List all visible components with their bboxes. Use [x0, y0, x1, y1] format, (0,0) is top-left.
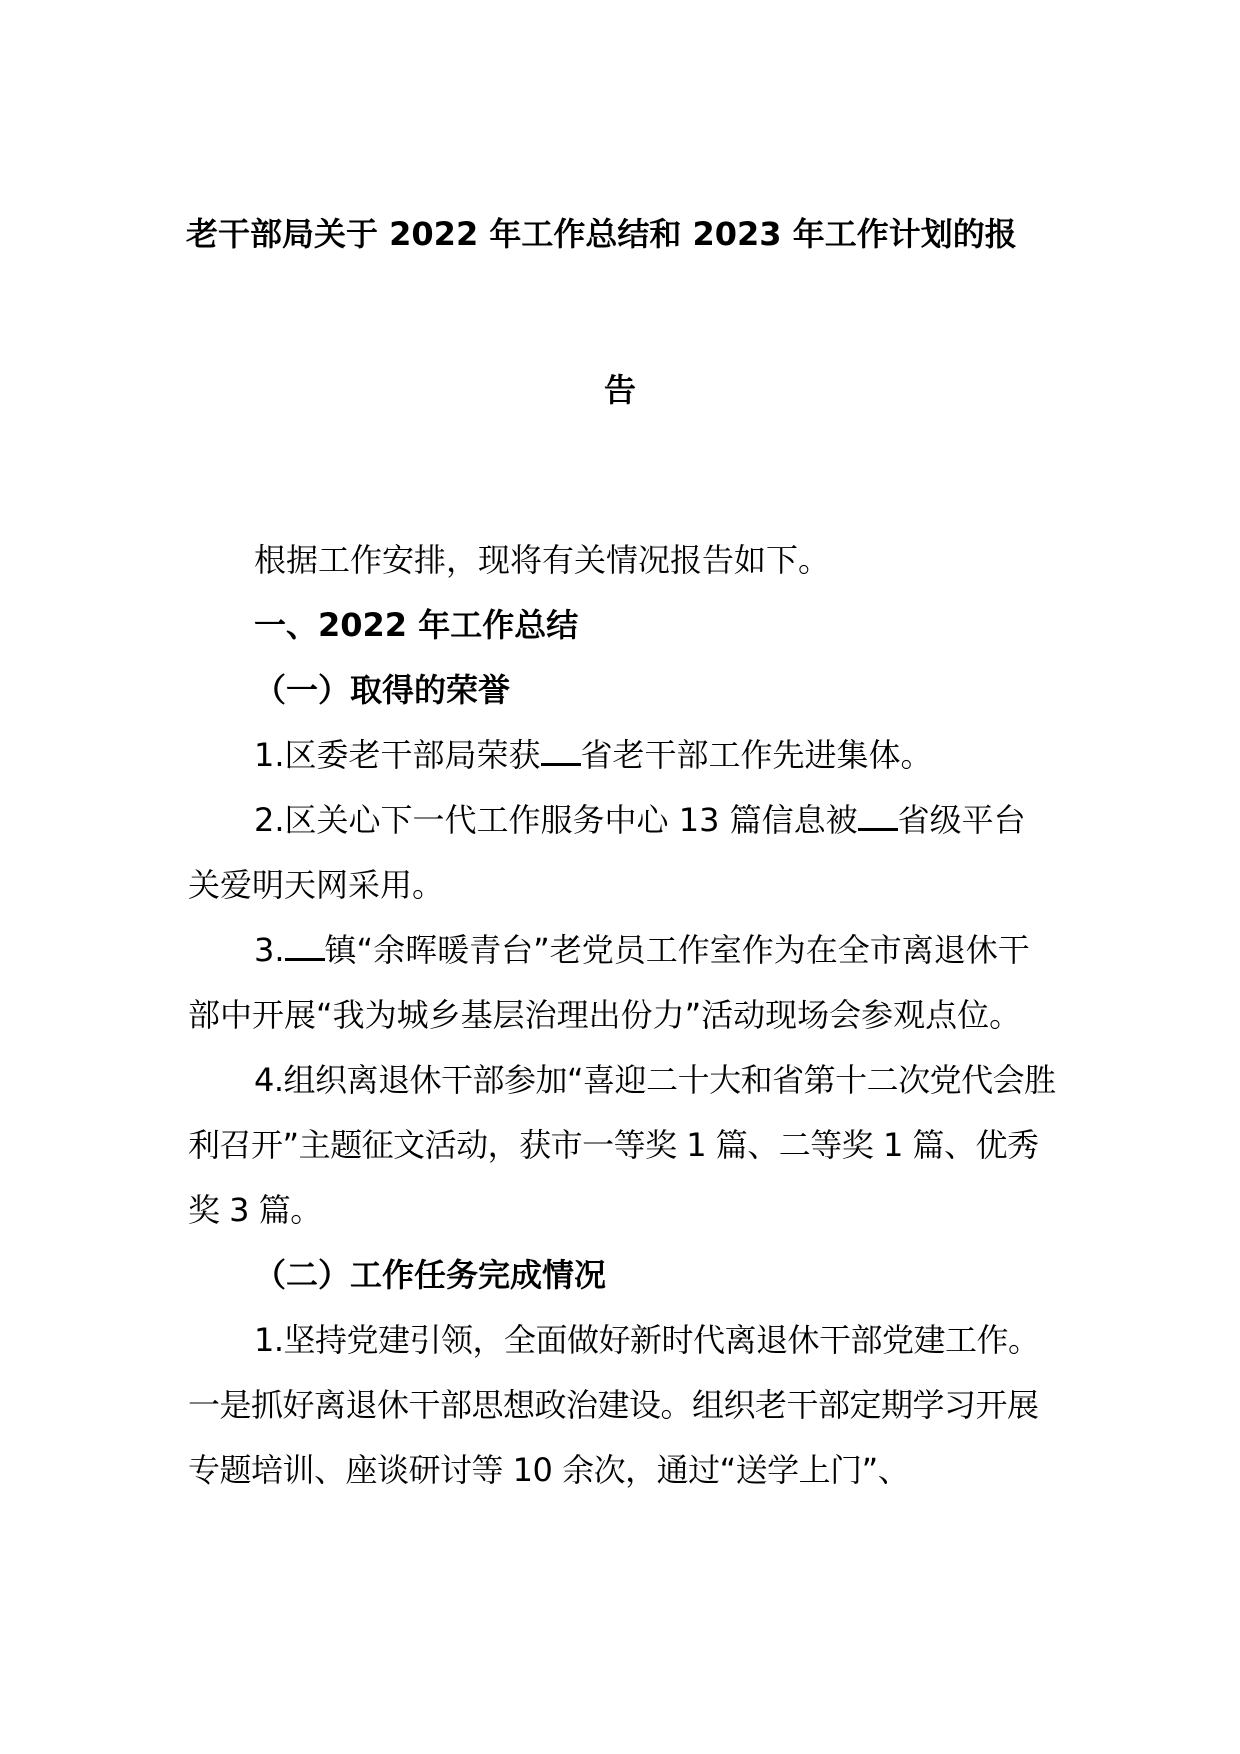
honor-item-3-text-b: 镇“余晖暖青台”老党员工作室作为在全市离退休干部中开展“我为城乡基层治理出份力”活动现场会参观点位。 — [188, 931, 1030, 1034]
blank-underline — [285, 934, 325, 961]
honor-item-3 — [188, 918, 1056, 1048]
honor-item-1 — [188, 723, 1056, 788]
honor-item-2-text-b: 省级平台关爱明天网采用。 — [188, 801, 1026, 904]
honor-item-2-text-a: 2.区关心下一代工作服务中心 13 篇信息被 — [254, 801, 858, 839]
honor-item-2 — [188, 788, 1056, 918]
blank-underline — [858, 804, 898, 831]
honor-item-3-text-a: 3. — [254, 931, 285, 969]
subsection-heading-tasks: （二）工作任务完成情况 — [254, 1256, 607, 1294]
blank-underline — [541, 739, 581, 766]
honor-item-1-text-b: 省老干部工作先进集体。 — [580, 736, 933, 774]
intro-paragraph: 根据工作安排，现将有关情况报告如下。 — [254, 541, 831, 579]
document-body — [188, 528, 1056, 1503]
document-title-line-1: 老干部局关于 2022 年工作总结和 2023 年工作计划的报 — [186, 215, 1017, 253]
subsection-heading-honors: （一）取得的荣誉 — [254, 671, 511, 709]
honor-item-1-text-a: 1.区委老干部局荣获 — [254, 736, 541, 774]
document-title-line-2: 告 — [603, 371, 636, 409]
task-item-1: 1.坚持党建引领，全面做好新时代离退休干部党建工作。一是抓好离退休干部思想政治建设。组织老干部定期学习开展专题培训、座谈研讨等 10 余次，通过“送学上门”、 — [188, 1321, 1040, 1489]
section-heading-summary: 一、2022 年工作总结 — [254, 606, 579, 644]
honor-item-4: 4.组织离退休干部参加“喜迎二十大和省第十二次党代会胜利召开”主题征文活动，获市一等奖 1 篇、二等奖 1 篇、优秀奖 3 篇。 — [188, 1061, 1056, 1229]
